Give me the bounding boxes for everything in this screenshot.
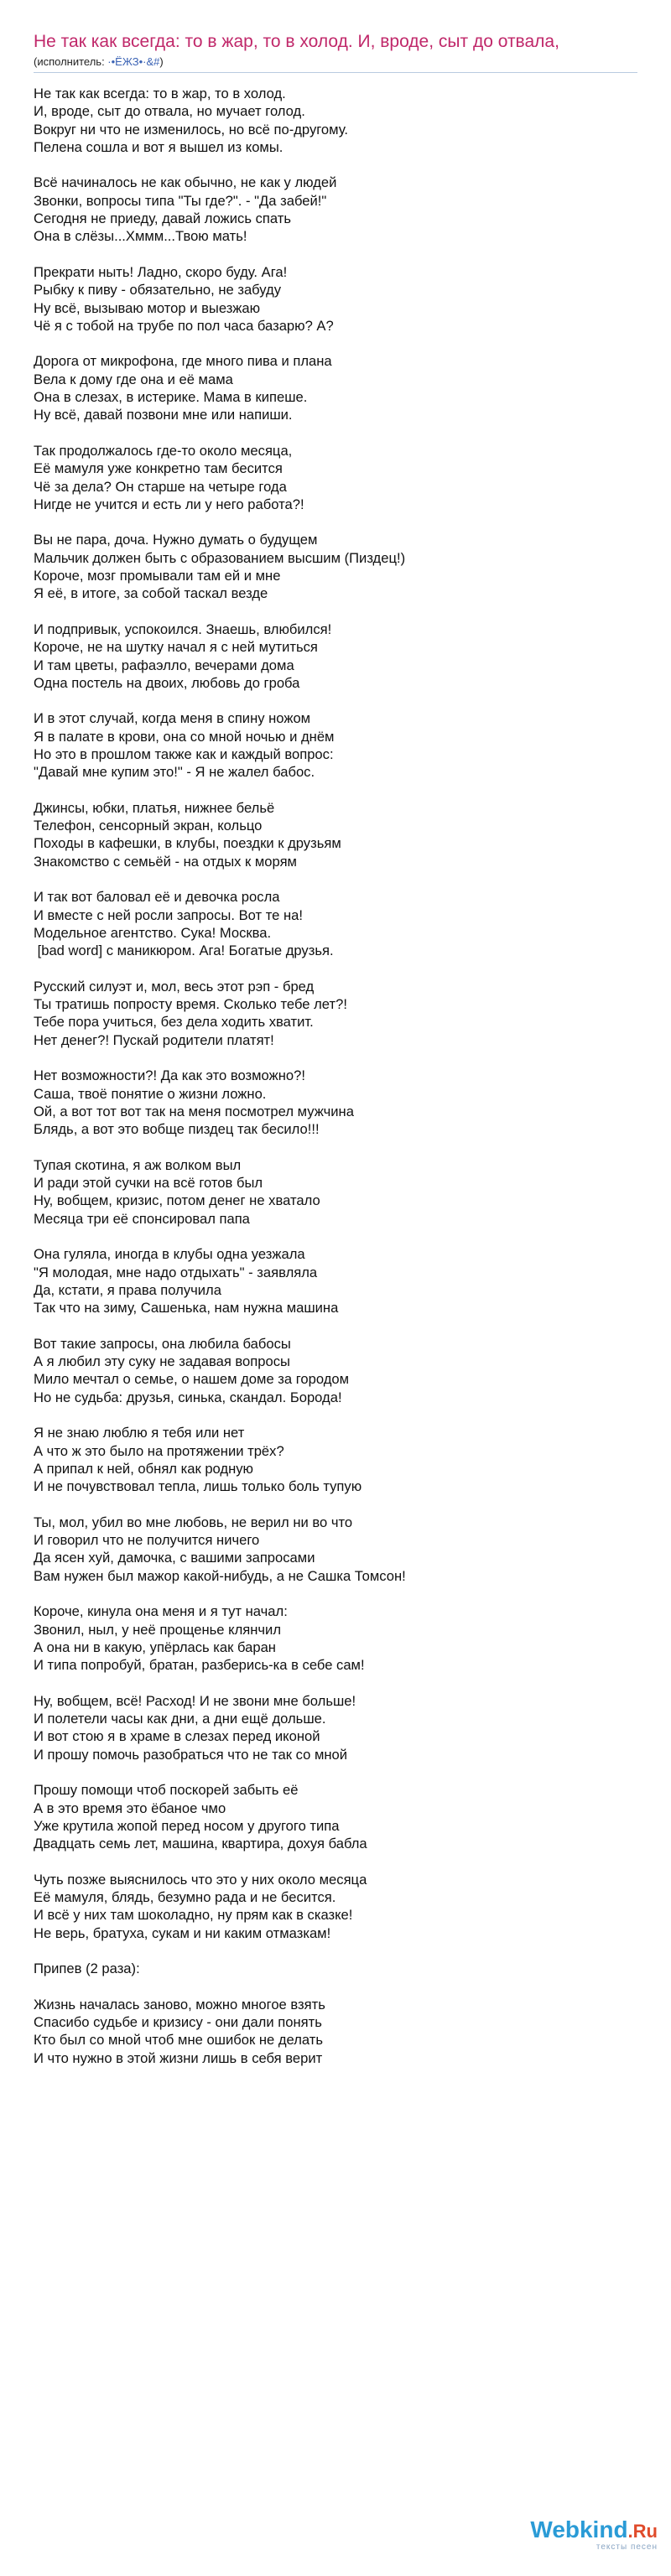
lyric-line: Звонил, ныл, у неё прощенье клянчил xyxy=(34,1621,282,1638)
song-title: Не так как всегда: то в жар, то в холод. И, вроде, сыт до отвала, xyxy=(34,32,559,51)
lyric-line: Джинсы, юбки, платья, нижнее бельё xyxy=(34,799,275,816)
lyric-line: Не верь, братуха, сукам и ни каким отмазкам! xyxy=(34,1924,331,1941)
lyric-line: И в этот случай, когда меня в спину ножом xyxy=(34,710,311,727)
lyric-line: Её мамуля, блядь, безумно рада и не бесится. xyxy=(34,1888,336,1905)
lyrics-stanza xyxy=(34,1156,637,1228)
site-logo[interactable] xyxy=(530,2517,658,2552)
lyric-line: Телефон, сенсорный экран, кольцо xyxy=(34,818,263,834)
lyric-line: Тупая скотина, я аж волком выл xyxy=(34,1156,242,1173)
lyrics-stanza xyxy=(34,1245,637,1317)
lyrics-stanza xyxy=(34,1781,637,1852)
performer-close: ) xyxy=(159,55,164,68)
lyric-line: Короче, не на шутку начал я с ней мутиться xyxy=(34,639,318,656)
lyrics-stanza xyxy=(34,1871,637,1942)
lyric-line: Саша, твоё понятие о жизни ложно. xyxy=(34,1085,267,1102)
lyric-line: А в это время это ёбаное чмо xyxy=(34,1800,226,1816)
lyric-line: Припев (2 раза): xyxy=(34,1961,140,1977)
lyric-line: Я не знаю люблю я тебя или нет xyxy=(34,1425,245,1441)
lyric-line: Я её, в итоге, за собой таскал везде xyxy=(34,585,268,602)
lyric-line: Блядь, а вот это вобще пиздец так бесило!!! xyxy=(34,1121,320,1138)
lyric-line: Знакомство с семьёй - на отдых к морям xyxy=(34,853,297,870)
lyrics-stanza xyxy=(34,1692,637,1763)
lyric-line: Она в слезах, в истерике. Мама в кипеше. xyxy=(34,389,308,406)
lyric-line: И вот стою я в храме в слезах перед иконой xyxy=(34,1728,320,1745)
lyrics-stanza xyxy=(34,1335,637,1406)
lyric-line: Но не судьба: друзья, синька, скандал. Борода! xyxy=(34,1389,342,1405)
lyric-line: И ради этой сучки на всё готов был xyxy=(34,1175,263,1192)
lyrics-stanza xyxy=(34,1602,637,1674)
lyric-line: "Давай мне купим это!" - Я не жалел бабос. xyxy=(34,764,315,781)
lyrics-stanza xyxy=(34,709,637,781)
lyric-line: Прекрати ныть! Ладно, скоро буду. Ага! xyxy=(34,263,288,280)
lyrics-body xyxy=(34,85,637,2067)
lyric-line: И полетели часы как дни, а дни ещё дольше. xyxy=(34,1711,326,1727)
lyrics-stanza xyxy=(34,263,637,335)
lyrics-stanza xyxy=(34,352,637,423)
lyric-line: Модельное агентство. Сука! Москва. xyxy=(34,924,272,941)
lyric-line: Так продолжалось где-то около месяца, xyxy=(34,442,293,459)
lyric-line: "Я молодая, мне надо отдыхать" - заявляла xyxy=(34,1264,318,1280)
performer-link[interactable]: ·•ЁЖЗ•·&# xyxy=(107,55,160,68)
lyric-line: Всё начиналось не как обычно, не как у людей xyxy=(34,174,337,191)
lyrics-stanza xyxy=(34,1514,637,1585)
lyric-line: Короче, мозг промывали там ей и мне xyxy=(34,568,281,584)
lyric-line: Вела к дому где она и её мама xyxy=(34,371,233,387)
lyrics-stanza xyxy=(34,174,637,245)
lyric-line: Рыбку к пиву - обязательно, не забуду xyxy=(34,282,282,299)
lyrics-stanza xyxy=(34,1996,637,2067)
lyric-line: Мальчик должен быть с образованием высшим (Пиздец!) xyxy=(34,549,406,566)
lyric-line: И вместе с ней росли запросы. Вот те на! xyxy=(34,906,303,923)
lyric-line: И там цветы, рафаэлло, вечерами дома xyxy=(34,657,294,673)
lyric-line: Не так как всегда: то в жар, то в холод. xyxy=(34,86,286,101)
lyric-line: Месяца три её спонсировал папа xyxy=(34,1210,250,1227)
lyric-line: Нигде не учится и есть ли у него работа?! xyxy=(34,496,304,512)
lyric-line: И подпривык, успокоился. Знаешь, влюбился! xyxy=(34,621,332,637)
lyric-line: Вот такие запросы, она любила бабосы xyxy=(34,1335,291,1352)
performer-label: (исполнитель: xyxy=(34,55,108,68)
logo-subtitle: тексты песен xyxy=(596,2542,658,2552)
lyric-line: Короче, кинула она меня и я тут начал: xyxy=(34,1603,288,1620)
lyric-line: Ну, вобщем, всё! Расход! И не звони мне больше! xyxy=(34,1692,356,1709)
lyric-line: Чё за дела? Он старше на четыре года xyxy=(34,478,287,495)
lyric-line: А что ж это было на протяжении трёх? xyxy=(34,1442,284,1459)
lyric-line: И говорил что не получится ничего xyxy=(34,1532,260,1549)
lyric-line: Да ясен хуй, дамочка, с вашими запросами xyxy=(34,1550,315,1566)
lyric-line: Её мамуля уже конкретно там бесится xyxy=(34,460,283,477)
lyric-line: Ой, а вот тот вот так на меня посмотрел мужчина xyxy=(34,1103,354,1119)
lyric-line: Звонки, вопросы типа "Ты где?". - "Да забей!" xyxy=(34,192,327,209)
lyric-line: Ты тратишь попросту время. Сколько тебе лет?! xyxy=(34,996,347,1013)
lyric-line: Прошу помощи чтоб поскорей забыть её xyxy=(34,1782,299,1799)
lyric-line: Кто был со мной чтоб мне ошибок не делать xyxy=(34,2032,324,2049)
lyric-line: А она ни в какую, упёрлась как баран xyxy=(34,1639,276,1655)
lyric-line: И не почувствовал тепла, лишь только боль тупую xyxy=(34,1478,362,1495)
lyric-line: Сегодня не приеду, давай ложись спать xyxy=(34,210,291,227)
lyric-line: Она в слёзы...Хммм...Твою мать! xyxy=(34,228,247,245)
lyric-line: Я в палате в крови, она со мной ночью и днём xyxy=(34,728,335,745)
lyric-line: Чё я с тобой на трубе по пол часа базарю? А? xyxy=(34,317,334,334)
lyric-line: И всё у них там шоколадно, ну прям как в сказке! xyxy=(34,1907,353,1924)
lyrics-stanza xyxy=(34,621,637,692)
lyric-line: Русский силуэт и, мол, весь этот рэп - бред xyxy=(34,978,315,995)
lyric-line: А припал к ней, обнял как родную xyxy=(34,1460,253,1477)
lyric-line: Ну всё, вызываю мотор и выезжаю xyxy=(34,299,261,316)
lyric-line: Уже крутила жопой перед носом у другого типа xyxy=(34,1817,340,1834)
lyric-line: И прошу помочь разобраться что не так со мной xyxy=(34,1746,348,1763)
lyrics-stanza xyxy=(34,85,637,156)
lyric-line: Тебе пора учиться, без дела ходить хватит. xyxy=(34,1014,314,1031)
lyric-line: Одна постель на двоих, любовь до гроба xyxy=(34,674,300,691)
lyrics-stanza xyxy=(34,799,637,870)
lyric-line: Вам нужен был мажор какой-нибудь, а не Сашка Томсон! xyxy=(34,1567,406,1584)
lyric-line: А я любил эту суку не задавая вопросы xyxy=(34,1353,290,1370)
lyric-line: Ну всё, давай позвони мне или напиши. xyxy=(34,407,293,423)
lyric-line: Нет возможности?! Да как это возможно?! xyxy=(34,1067,305,1084)
lyric-line: Спасибо судьбе и кризису - они дали понять xyxy=(34,2014,322,2031)
lyric-line: И типа попробуй, братан, разберись-ка в себе сам! xyxy=(34,1657,365,1674)
lyric-line: [bad word] с маникюром. Ага! Богатые друзья. xyxy=(34,943,334,959)
lyric-line: Нет денег?! Пускай родители платят! xyxy=(34,1031,274,1048)
performer-line xyxy=(34,55,637,73)
lyric-line: Она гуляла, иногда в клубы одна уезжала xyxy=(34,1246,305,1263)
lyrics-stanza xyxy=(34,978,637,1049)
lyric-line: И так вот баловал её и девочка росла xyxy=(34,889,280,906)
lyric-line: Ты, мол, убил во мне любовь, не верил ни во что xyxy=(34,1514,353,1530)
lyric-line: Двадцать семь лет, машина, квартира, дохуя бабла xyxy=(34,1836,367,1852)
lyric-line: Ну, вобщем, кризис, потом денег не хватало xyxy=(34,1192,320,1209)
lyric-line: Да, кстати, я права получила xyxy=(34,1281,221,1298)
lyrics-stanza xyxy=(34,1067,637,1138)
lyric-line: Мило мечтал о семье, о нашем доме за городом xyxy=(34,1371,350,1388)
lyrics-stanza xyxy=(34,888,637,959)
lyric-line: Чуть позже выяснилось что это у них около месяца xyxy=(34,1871,367,1888)
lyric-line: И, вроде, сыт до отвала, но мучает голод. xyxy=(34,103,305,120)
lyric-line: Но это в прошлом также как и каждый вопрос: xyxy=(34,745,334,762)
lyric-line: Жизнь началась заново, можно многое взять xyxy=(34,1996,325,2012)
lyric-line: Походы в кафешки, в клубы, поездки к друзьям xyxy=(34,835,341,852)
lyrics-stanza xyxy=(34,1424,637,1495)
logo-suffix: .Ru xyxy=(627,2521,658,2542)
logo-main-text: Webkind xyxy=(530,2516,628,2542)
lyric-line: Вы не пара, доча. Нужно думать о будущем xyxy=(34,532,318,548)
lyrics-stanza xyxy=(34,531,637,602)
lyrics-stanza xyxy=(34,442,637,513)
lyric-line: Дорога от микрофона, где много пива и плана xyxy=(34,353,332,370)
lyric-line: Так что на зиму, Сашенька, нам нужна машина xyxy=(34,1300,339,1317)
logo-wordmark xyxy=(530,2517,658,2544)
lyrics-stanza xyxy=(34,1960,637,1977)
lyric-line: Вокруг ни что не изменилось, но всё по-другому. xyxy=(34,121,348,138)
lyric-line: И что нужно в этой жизни лишь в себя верит xyxy=(34,2049,323,2066)
lyric-line: Пелена сошла и вот я вышел из комы. xyxy=(34,138,283,155)
